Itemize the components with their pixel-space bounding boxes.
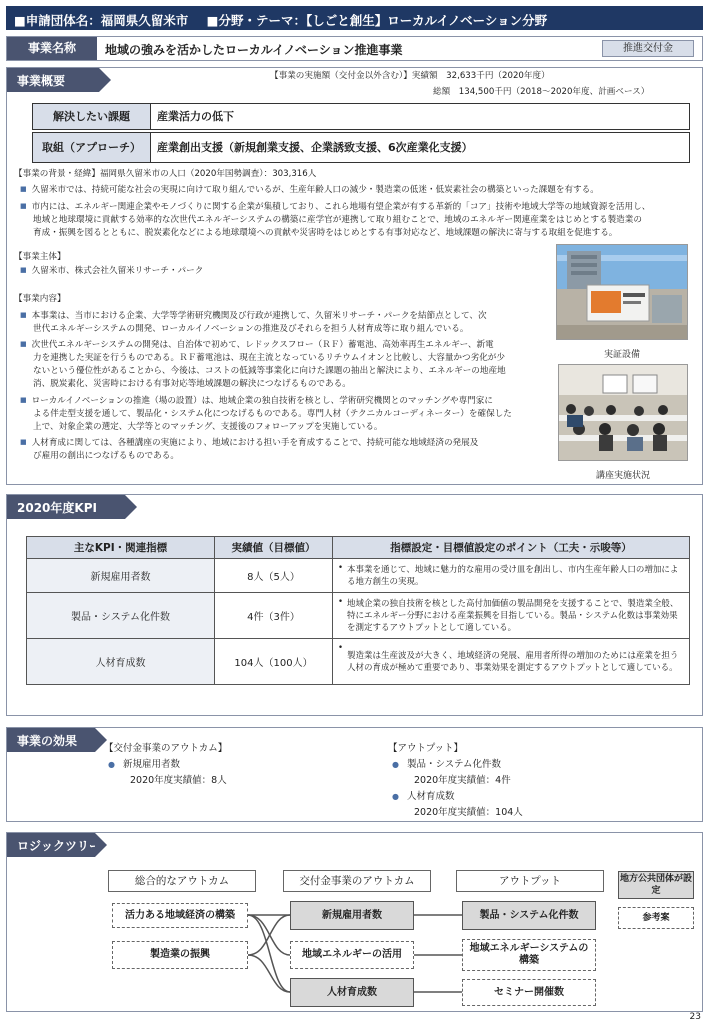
legend-set-by-government: 地方公共団体が設定 <box>618 871 694 899</box>
content-item-cont: 力を連携した実証を行うものである。ＲＦ蓄電池は、現在主流となっているリチウムイオンと比較し、大容量かつ劣化が少 <box>33 353 505 363</box>
content-item-cont: ないという優位性があることから、今後は、コストの低減等事業化に向けた課題の抽出と解決により、エネルギーの地産地 <box>33 366 506 376</box>
kpi-value: 104人（100人） <box>215 639 333 685</box>
output-value: 2020年度実績値：104人 <box>414 807 523 818</box>
logic-node-energy-system: 地域エネルギーシステムの構築 <box>462 939 596 971</box>
kpi-col-point: 指標設定・目標値設定のポイント（工夫・示唆等） <box>333 537 690 559</box>
logic-node-hr-development: 人材育成数 <box>290 978 414 1007</box>
issue-value: 産業活力の低下 <box>157 110 234 123</box>
effect-label: 事業の効果 <box>7 728 95 752</box>
outcome-heading: 【交付金事業のアウトカム】 <box>104 743 228 754</box>
content-item: ■ 次世代エネルギーシステムの開発は、自治体で初めて、レドックスフロー（ＲＦ）蓄電池、高効率再生エネルギー、新電 <box>20 339 494 351</box>
content-item-cont: 上で、対象企業の選定、大学等とのマッチング、支援後のフォローアップを実施している。 <box>33 422 383 432</box>
applicant-label: ■申請団体名：福岡県久留米市 <box>14 13 189 28</box>
cost-line-1: 【事業の実施額（交付金以外含む）】実績額 32,633千円（2020年度） <box>270 71 550 81</box>
logic-node-new-employment: 新規雇用者数 <box>290 901 414 930</box>
background-item: ■ 市内には、エネルギー関連企業やモノづくりに関する企業が集積しており、これら地場有望企業が有する革新的「コア」技術や地域大学等の地域資源を活用し、 <box>20 201 650 213</box>
outcome-item: ● 新規雇用者数 <box>108 759 180 771</box>
content-heading: 【事業内容】 <box>14 294 66 304</box>
theme-label: ■分野・テーマ：【しごと創生】ローカルイノベーション分野 <box>206 13 548 28</box>
content-item-cont: 世代エネルギーシステムの開発、ローカルイノベーションの推進及びそれらを担う人材育成等に取り組んでいる。 <box>33 324 469 334</box>
kpi-note: • 本事業を通じて、地域に魅力的な雇用の受け皿を創出し、市内生産年齢人口の増加による地方創生の実現。 <box>333 559 690 593</box>
page-number: 23 <box>689 1012 701 1022</box>
actor-heading: 【事業主体】 <box>14 252 66 262</box>
logic-node-manufacturing: 製造業の振興 <box>112 941 248 969</box>
content-item: ■ 人材育成に関しては、各種講座の実施により、地域における担い手を育成することで、持続可能な地域経済の発展及 <box>20 437 478 449</box>
content-item-cont: よる伴走型支援を通して、製品化・システム化につなげるものである。専門人材（テクニカルコーディネーター）を確保した <box>33 409 512 419</box>
kpi-col-indicator: 主なKPI・関連指標 <box>27 537 215 559</box>
kpi-name: 製品・システム化件数 <box>27 593 215 639</box>
logic-node-seminars: セミナー開催数 <box>462 979 596 1006</box>
output-heading: 【アウトプット】 <box>388 743 464 754</box>
logic-col-grant-outcome: 交付金事業のアウトカム <box>283 870 431 892</box>
content-item-cont: び雇用の創出につなげるものである。 <box>33 451 179 461</box>
content-item: ■ ローカルイノベーションの推進（場の設置）は、地域企業の独自技術を核とし、学術研究機関とのマッチングや専門家に <box>20 395 493 407</box>
background-heading: 【事業の背景・経緯】福岡県久留米市の人口（2020年国勢調査）：303,316人 <box>14 169 317 179</box>
background-item: ■ 久留米市では、持続可能な社会の実現に向けて取り組んでいるが、生産年齢人口の減少・製造業の低迷・低炭素社会の構築といった課題を有する。 <box>20 184 599 196</box>
project-title: 地域の強みを活かしたローカルイノベーション推進事業 <box>105 43 403 57</box>
output-value: 2020年度実績値：4件 <box>414 775 511 786</box>
approach-value: 産業創出支援（新規創業支援、企業誘致支援、6次産業化支援） <box>157 141 473 154</box>
logic-node-local-energy: 地域エネルギーの活用 <box>290 941 414 969</box>
kpi-note: • 地域企業の独自技術を核とした高付加価値の製品開発を支援することで、製造業全般、特にエネルギー分野における産業振興を目指している。製品・システム化数は事業効果を測定するアウトプットとして適している。 <box>333 593 690 639</box>
logic-col-overall-outcome: 総合的なアウトカム <box>108 870 256 892</box>
output-item: ● 人材育成数 <box>392 791 455 803</box>
background-item-cont: 地域と地球環境に貢献する効率的な次世代エネルギーシステムの構築に産学官が連携して取り組むことで、地域のエネルギー関連産業をはじめとする製造業の <box>33 215 642 225</box>
legend-reference: 参考案 <box>618 907 694 929</box>
kpi-name: 人材育成数 <box>27 639 215 685</box>
seminar-caption: 講座実施状況 <box>595 471 650 481</box>
output-item: ● 製品・システム化件数 <box>392 759 501 771</box>
outcome-value: 2020年度実績値：8人 <box>130 775 227 786</box>
cost-line-2: 総額 134,500千円（2018～2020年度、計画ベース） <box>433 87 650 97</box>
kpi-note: • 製造業は生産波及が大きく、地域経済の発展、雇用者所得の増加のためには産業を担う人材の育成が極めて重要であり、事業効果を測定するアウトプットとして適している。 <box>333 639 690 685</box>
background-item-cont: 育成・振興を図るとともに、脱炭素化などによる地球環境への貢献や災害時をはじめとする有事対応など、地域課題の解決に寄与する取組を促進する。 <box>33 228 618 238</box>
kpi-col-value: 実績値（目標値） <box>215 537 333 559</box>
content-item-cont: 消、脱炭素化、災害時における有事対応等地域課題の解決につなげるものである。 <box>33 379 351 389</box>
logic-node-products: 製品・システム化件数 <box>462 901 596 930</box>
content-item: ■ 本事業は、当市における企業、大学等学術研究機関及び行政が連携して、久留米リサーチ・パークを結節点として、次 <box>20 310 487 322</box>
logic-col-output: アウトプット <box>456 870 604 892</box>
kpi-value: 4件（3件） <box>215 593 333 639</box>
kpi-label: 2020年度KPI <box>7 495 125 519</box>
project-name-label: 事業名称 <box>7 37 97 60</box>
issue-key: 解決したい課題 <box>33 104 151 129</box>
demo-facility-caption: 実証設備 <box>603 350 640 360</box>
logic-tree-label: ロジックツリー <box>7 833 95 857</box>
kpi-name: 新規雇用者数 <box>27 559 215 593</box>
overview-label: 事業概要 <box>7 68 99 92</box>
kpi-value: 8人（5人） <box>215 559 333 593</box>
grant-type-badge: 推進交付金 <box>602 40 694 57</box>
actor-item: ■ 久留米市、株式会社久留米リサーチ・パーク <box>20 265 203 277</box>
approach-key: 取組（アプローチ） <box>33 133 151 162</box>
logic-node-vibrant-economy: 活力ある地域経済の構築 <box>112 903 248 928</box>
